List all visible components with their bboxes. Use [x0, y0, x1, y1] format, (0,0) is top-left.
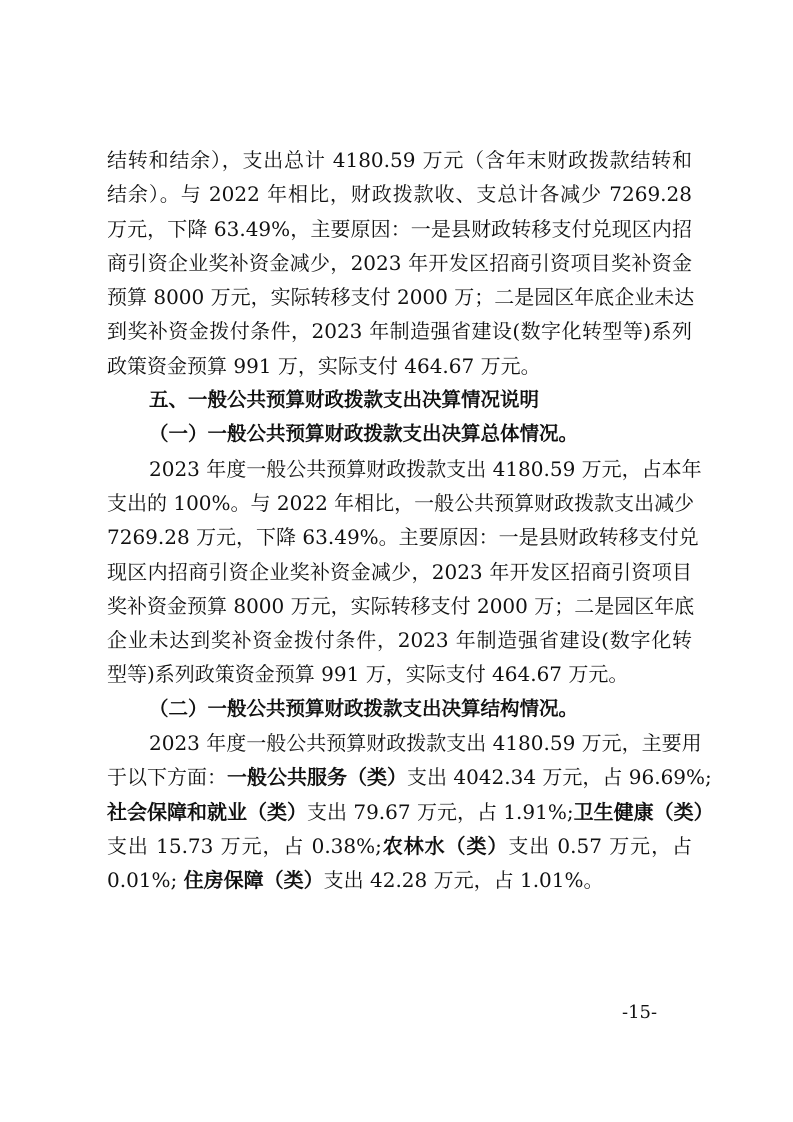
line-text: 于以下方面： [107, 765, 227, 790]
paragraph-line: 结转和结余），支出总计 4180.59 万元（含年末财政拨款结转和 [107, 148, 692, 172]
line-text: 支出 4042.34 万元，占 96.69%; [407, 765, 712, 790]
paragraph-line: 支出的 100%。与 2022 年相比，一般公共预算财政拨款支出减少 [107, 490, 695, 515]
page-number: -15- [622, 1002, 658, 1023]
paragraph-line [107, 863, 692, 897]
line-text: 支出 42.28 万元，占 1.01%。 [323, 868, 604, 893]
category-label: 卫生健康（类） [573, 799, 714, 824]
category-label: 一般公共服务（类） [227, 765, 407, 790]
paragraph-line: 政策资金预算 991 万，实际支付 464.67 万元。 [107, 353, 541, 378]
paragraph-line: 2023 年度一般公共预算财政拨款支出 4180.59 万元，占本年 [149, 456, 702, 481]
paragraph-line [107, 795, 714, 829]
subsection-heading: （一）一般公共预算财政拨款支出决算总体情况。 [149, 422, 579, 446]
paragraph-line: 7269.28 万元，下降 63.49%。主要原因：一是县财政转移支付兑 [107, 525, 699, 550]
paragraph-line: 2023 年度一般公共预算财政拨款支出 4180.59 万元，主要用 [149, 731, 702, 756]
line-text: 0.01%; [107, 868, 178, 893]
subsection-heading: （二）一般公共预算财政拨款支出决算结构情况。 [149, 696, 579, 720]
paragraph-line: 型等)系列政策资金预算 991 万，实际支付 464.67 万元。 [107, 662, 629, 687]
line-text: 支出 0.57 万元，占 [508, 833, 692, 858]
body-text [107, 143, 714, 898]
paragraph-line: 预算 8000 万元，实际转移支付 2000 万；二是园区年底企业未达 [107, 285, 695, 310]
category-label: 社会保障和就业（类） [107, 799, 307, 824]
category-label: 住房保障（类） [183, 868, 324, 893]
paragraph-line: 结余）。与 2022 年相比，财政拨款收、支总计各减少 7269.28 [107, 182, 692, 207]
paragraph-line [107, 829, 692, 863]
paragraph-line: 商引资企业奖补资金减少，2023 年开发区招商引资项目奖补资金 [107, 250, 692, 275]
paragraph-line: 企业未达到奖补资金拨付条件，2023 年制造强省建设(数字化转 [107, 628, 692, 653]
line-text: 支出 15.73 万元，占 0.38%; [107, 833, 382, 858]
category-label: 农林水（类） [381, 833, 509, 858]
paragraph-line: 奖补资金预算 8000 万元，实际转移支付 2000 万；二是园区年底 [107, 593, 695, 618]
paragraph-line: 万元，下降 63.49%，主要原因：一是县财政转移支付兑现区内招 [107, 216, 692, 241]
paragraph-line [107, 760, 712, 794]
line-text: 支出 79.67 万元，占 1.91%; [307, 799, 574, 824]
section-heading: 五、一般公共预算财政拨款支出决算情况说明 [149, 388, 540, 412]
paragraph-line: 现区内招商引资企业奖补资金减少，2023 年开发区招商引资项目 [107, 559, 692, 584]
paragraph-line: 到奖补资金拨付条件，2023 年制造强省建设(数字化转型等)系列 [107, 319, 692, 344]
